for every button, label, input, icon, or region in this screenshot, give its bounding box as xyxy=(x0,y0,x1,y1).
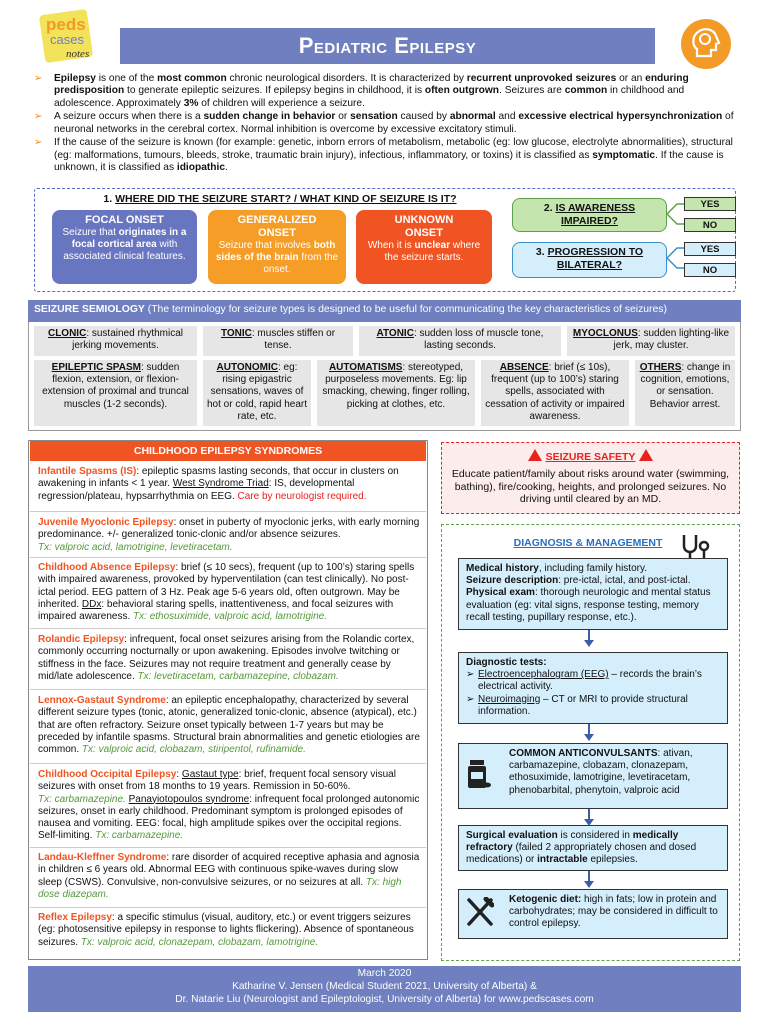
seizure-safety-box xyxy=(441,442,740,514)
footer-credit: Dr. Natarie Liu (Neurologist and Epileptologist, University of Alberta) for www.pedscases.com xyxy=(175,993,594,1005)
page-title: Pediatric Epilepsy xyxy=(120,28,655,64)
yes-badge: YES xyxy=(684,242,736,256)
safety-title: SEIZURE SAFETY xyxy=(545,451,636,463)
safety-text: Educate patient/family about risks around water (swimming, bathing), fire/cooking, heights, and prolonged seizures. No driving until cleared by an MD. xyxy=(451,467,730,506)
semiology-autonomic: AUTONOMIC: eg: rising epigastric sensations, waves of hot or cold, rapid heart rate, etc. xyxy=(203,360,311,426)
semiology-myoclonus: MYOCLONUS: sudden lighting-like jerk, may cluster. xyxy=(567,326,735,356)
semiology-header: SEIZURE SEMIOLOGY (The terminology for seizure types is designed to be useful for communicating the key characteristics of seizures) xyxy=(28,300,741,322)
syndrome-jme: Juvenile Myoclonic Epilepsy: onset in puberty of myoclonic jerks, with early morning predominance. +/- generalized tonic-clonic and/or absence seizures. Tx: valproic acid, lamotrigine, levetiracetam. xyxy=(38,517,420,553)
divider xyxy=(30,628,426,629)
awareness-question: 2. IS AWARENESS IMPAIRED? xyxy=(512,198,667,232)
intro-list xyxy=(34,73,734,176)
semiology-clonic: CLONIC: sustained rhythmical jerking movements. xyxy=(34,326,197,356)
unknown-onset-box: UNKNOWN ONSET When it is unclear where the seizure starts. xyxy=(356,210,492,284)
intro-item: ➢ A seizure occurs when there is a sudden change in behavior or sensation caused by abnormal and excessive electrical hypersynchronization of neuronal networks in the cerebral cortex. Normal inhibition is overcome by excessive excitatory stimuli. xyxy=(34,111,734,136)
no-badge: NO xyxy=(684,263,736,277)
flow-arrow-head xyxy=(584,881,594,888)
divider xyxy=(30,511,426,512)
diag-surgical-box: Surgical evaluation is considered in medically refractory (failed 2 appropriately chosen and dosed medications) or intractable epilepsies. xyxy=(458,825,728,871)
logo-line1: peds xyxy=(46,15,86,34)
divider xyxy=(30,847,426,848)
diag-tests-box: Diagnostic tests: ➢ Electroencephalogram (EEG) – records the brain’s electrical activity. ➢ Neuroimaging – CT or MRI to provide structural information. xyxy=(458,652,728,724)
semiology-others: OTHERS: change in cognition, emotions, or sensation. Behavior arrest. xyxy=(635,360,735,426)
no-badge: NO xyxy=(684,218,736,232)
diag-history-box: Medical history, including family history. Seizure description: pre-ictal, ictal, and post-ictal. Physical exam: thorough neurologic and mental status evaluation (eg: vital signs, response testing, memory recall testing, pupillary response, etc.). xyxy=(458,558,728,630)
divider xyxy=(30,557,426,558)
semiology-absence: ABSENCE: brief (≤ 10s), frequent (up to 100’s) staring spells, associated with cessation of activity or impaired awareness. xyxy=(481,360,629,426)
pill-bottle-icon xyxy=(466,760,492,794)
diagnosis-title: DIAGNOSIS & MANAGEMENT xyxy=(513,537,663,549)
diag-anticonvulsants-box: COMMON ANTICONVULSANTS: ativan, carbamazepine, clobazam, clonazepam, ethosuximide, lamotrigine, levetiracetam, phenobarbital, phenytoin, valproic acid xyxy=(458,743,728,809)
divider xyxy=(30,689,426,690)
semiology-spasm: EPILEPTIC SPASM: sudden flexion, extension, or flexion-extension of proximal and truncal muscles (1-2 seconds). xyxy=(34,360,197,426)
syndrome-infantile-spasms: Infantile Spasms (IS): epileptic spasms lasting seconds, that occur in clusters on awakening in infants < 1 year. West Syndrome Triad: IS, developmental regression/plateau, hypsarrhythmia on EEG. Care by neurologist required. xyxy=(38,466,399,502)
syndrome-occipital: Childhood Occipital Epilepsy: Gastaut type: brief, frequent focal sensory visual seizures with onset from 18 months to 19 years. Remission in 50-60%. Tx: carbamazepine. Panayiotopoulos syndrome: infrequent focal prolonged autonomic seizures, onset in early childhood. Predominant symptom is prolonged episodes of nausea and vomiting. EEG: focal, high amplitude spikes over the occipital regions. Self-limiting. Tx: carbamazepine. xyxy=(38,769,420,842)
syndrome-landau-kleffner: Landau-Kleffner Syndrome: rare disorder of acquired receptive aphasia and agnosia in children ≤ 6 years old. Abnormal EEG with continuous spike-waves during slow sleep (CSWS). Convulsive, non-convulsive seizures, or no seizures at all. Tx: high dose diazepam. xyxy=(38,852,420,900)
semiology-tonic: TONIC: muscles stiffen or tense. xyxy=(203,326,353,356)
flow-arrow-head xyxy=(584,640,594,647)
semiology-automatisms: AUTOMATISMS: stereotyped, purposeless movements. Eg: lip smacking, chewing, finger rolling, picking at clothes, etc. xyxy=(317,360,475,426)
syndrome-lgs: Lennox-Gastaut Syndrome: an epileptic encephalopathy, characterized by several different seizure types (tonic, atonic, generalized tonic-clonic, absence (atypical), etc.) that are often refractory. Seizure onset typically between 1-7 years but may be preceded by infantile spasms. Structural brain abnormalities and genetic etiologies are common. Tx: valproic acid, clobazam, stiripentol, rufinamide. xyxy=(38,695,420,756)
footer-author: Katharine V. Jensen (Medical Student 2021, University of Alberta) & xyxy=(232,980,537,992)
bilateral-question: 3. PROGRESSION TO BILATERAL? xyxy=(512,242,667,278)
divider xyxy=(30,907,426,908)
pedscases-logo xyxy=(30,6,120,66)
where-question: 1. WHERE DID THE SEIZURE START? / WHAT KIND OF SEIZURE IS IT? xyxy=(103,193,457,205)
intro-item: ➢ Epilepsy is one of the most common chronic neurological disorders. It is characterized by recurrent unprovoked seizures or an enduring predisposition to generate epileptic seizures. If epilepsy begins in childhood, it is often outgrown. Seizures are common in childhood and adolescence. Approximately 3% of children will experience a seizure. xyxy=(34,73,734,110)
intro-item: ➢ If the cause of the seizure is known (for example: genetic, inborn errors of metabolism, metabolic (eg: low glucose, electrolyte abnormalities), structural (eg: malformations, tumours, bleeds, stroke, traumatic brain injury), infectious, inflammatory, or toxins) it is classified as symptomatic. If the cause is unknown, it is classified as idiopathic. xyxy=(34,137,734,174)
logo-line3: notes xyxy=(66,48,90,60)
syndrome-rolandic: Rolandic Epilepsy: infrequent, focal onset seizures arising from the Rolandic cortex, commonly occurring nocturnally or upon awakening. Episodes involve twitching or stiffness in the face. Seizures may not require treatment and generally cease by mid/late adolescence. Tx: levetiracetam, carbamazepine, clobazam. xyxy=(38,634,415,682)
diag-ketogenic-box: Ketogenic diet: high in fats; low in protein and carbohydrates; may be considered in difficult to control epilepsy. xyxy=(458,889,728,939)
warning-icon xyxy=(639,449,653,461)
focal-onset-box: FOCAL ONSET Seizure that originates in a focal cortical area with associated clinical features. xyxy=(52,210,197,284)
syndromes-header: CHILDHOOD EPILEPSY SYNDROMES xyxy=(30,441,426,461)
generalized-onset-box: GENERALIZED ONSET Seizure that involves both sides of the brain from the onset. xyxy=(208,210,346,284)
semiology-atonic: ATONIC: sudden loss of muscle tone, lasting seconds. xyxy=(359,326,561,356)
syndrome-cae: Childhood Absence Epilepsy: brief (≤ 10 secs), frequent (up to 100’s) staring spells with impaired awareness, provoked by hyperventilation (can test clinically). No post-ictal period. EEG pattern of 3 Hz. Peak age 5-6 years old, often outgrown. May be inherited. DDx: behavioral staring spells, inattentiveness, and focal seizures with impaired awareness. Tx: ethosuximide, valproic acid, lamotrigine. xyxy=(38,562,415,623)
brain-head-icon xyxy=(680,18,732,70)
footer xyxy=(28,966,741,1012)
yes-badge: YES xyxy=(684,197,736,211)
syndrome-reflex: Reflex Epilepsy: a specific stimulus (visual, auditory, etc.) or event triggers seizures (eg: photosensitive epilepsy in response to lights flickering). Absence of spontaneous seizures. Tx: valproic acid, clonazepam, clobazam, lamotrigine. xyxy=(38,912,414,948)
warning-icon xyxy=(528,449,542,461)
divider xyxy=(30,763,426,764)
footer-date: March 2020 xyxy=(357,968,412,979)
logo-line2: cases xyxy=(50,32,84,47)
flow-arrow-head xyxy=(584,734,594,741)
fork-knife-icon xyxy=(466,897,494,931)
